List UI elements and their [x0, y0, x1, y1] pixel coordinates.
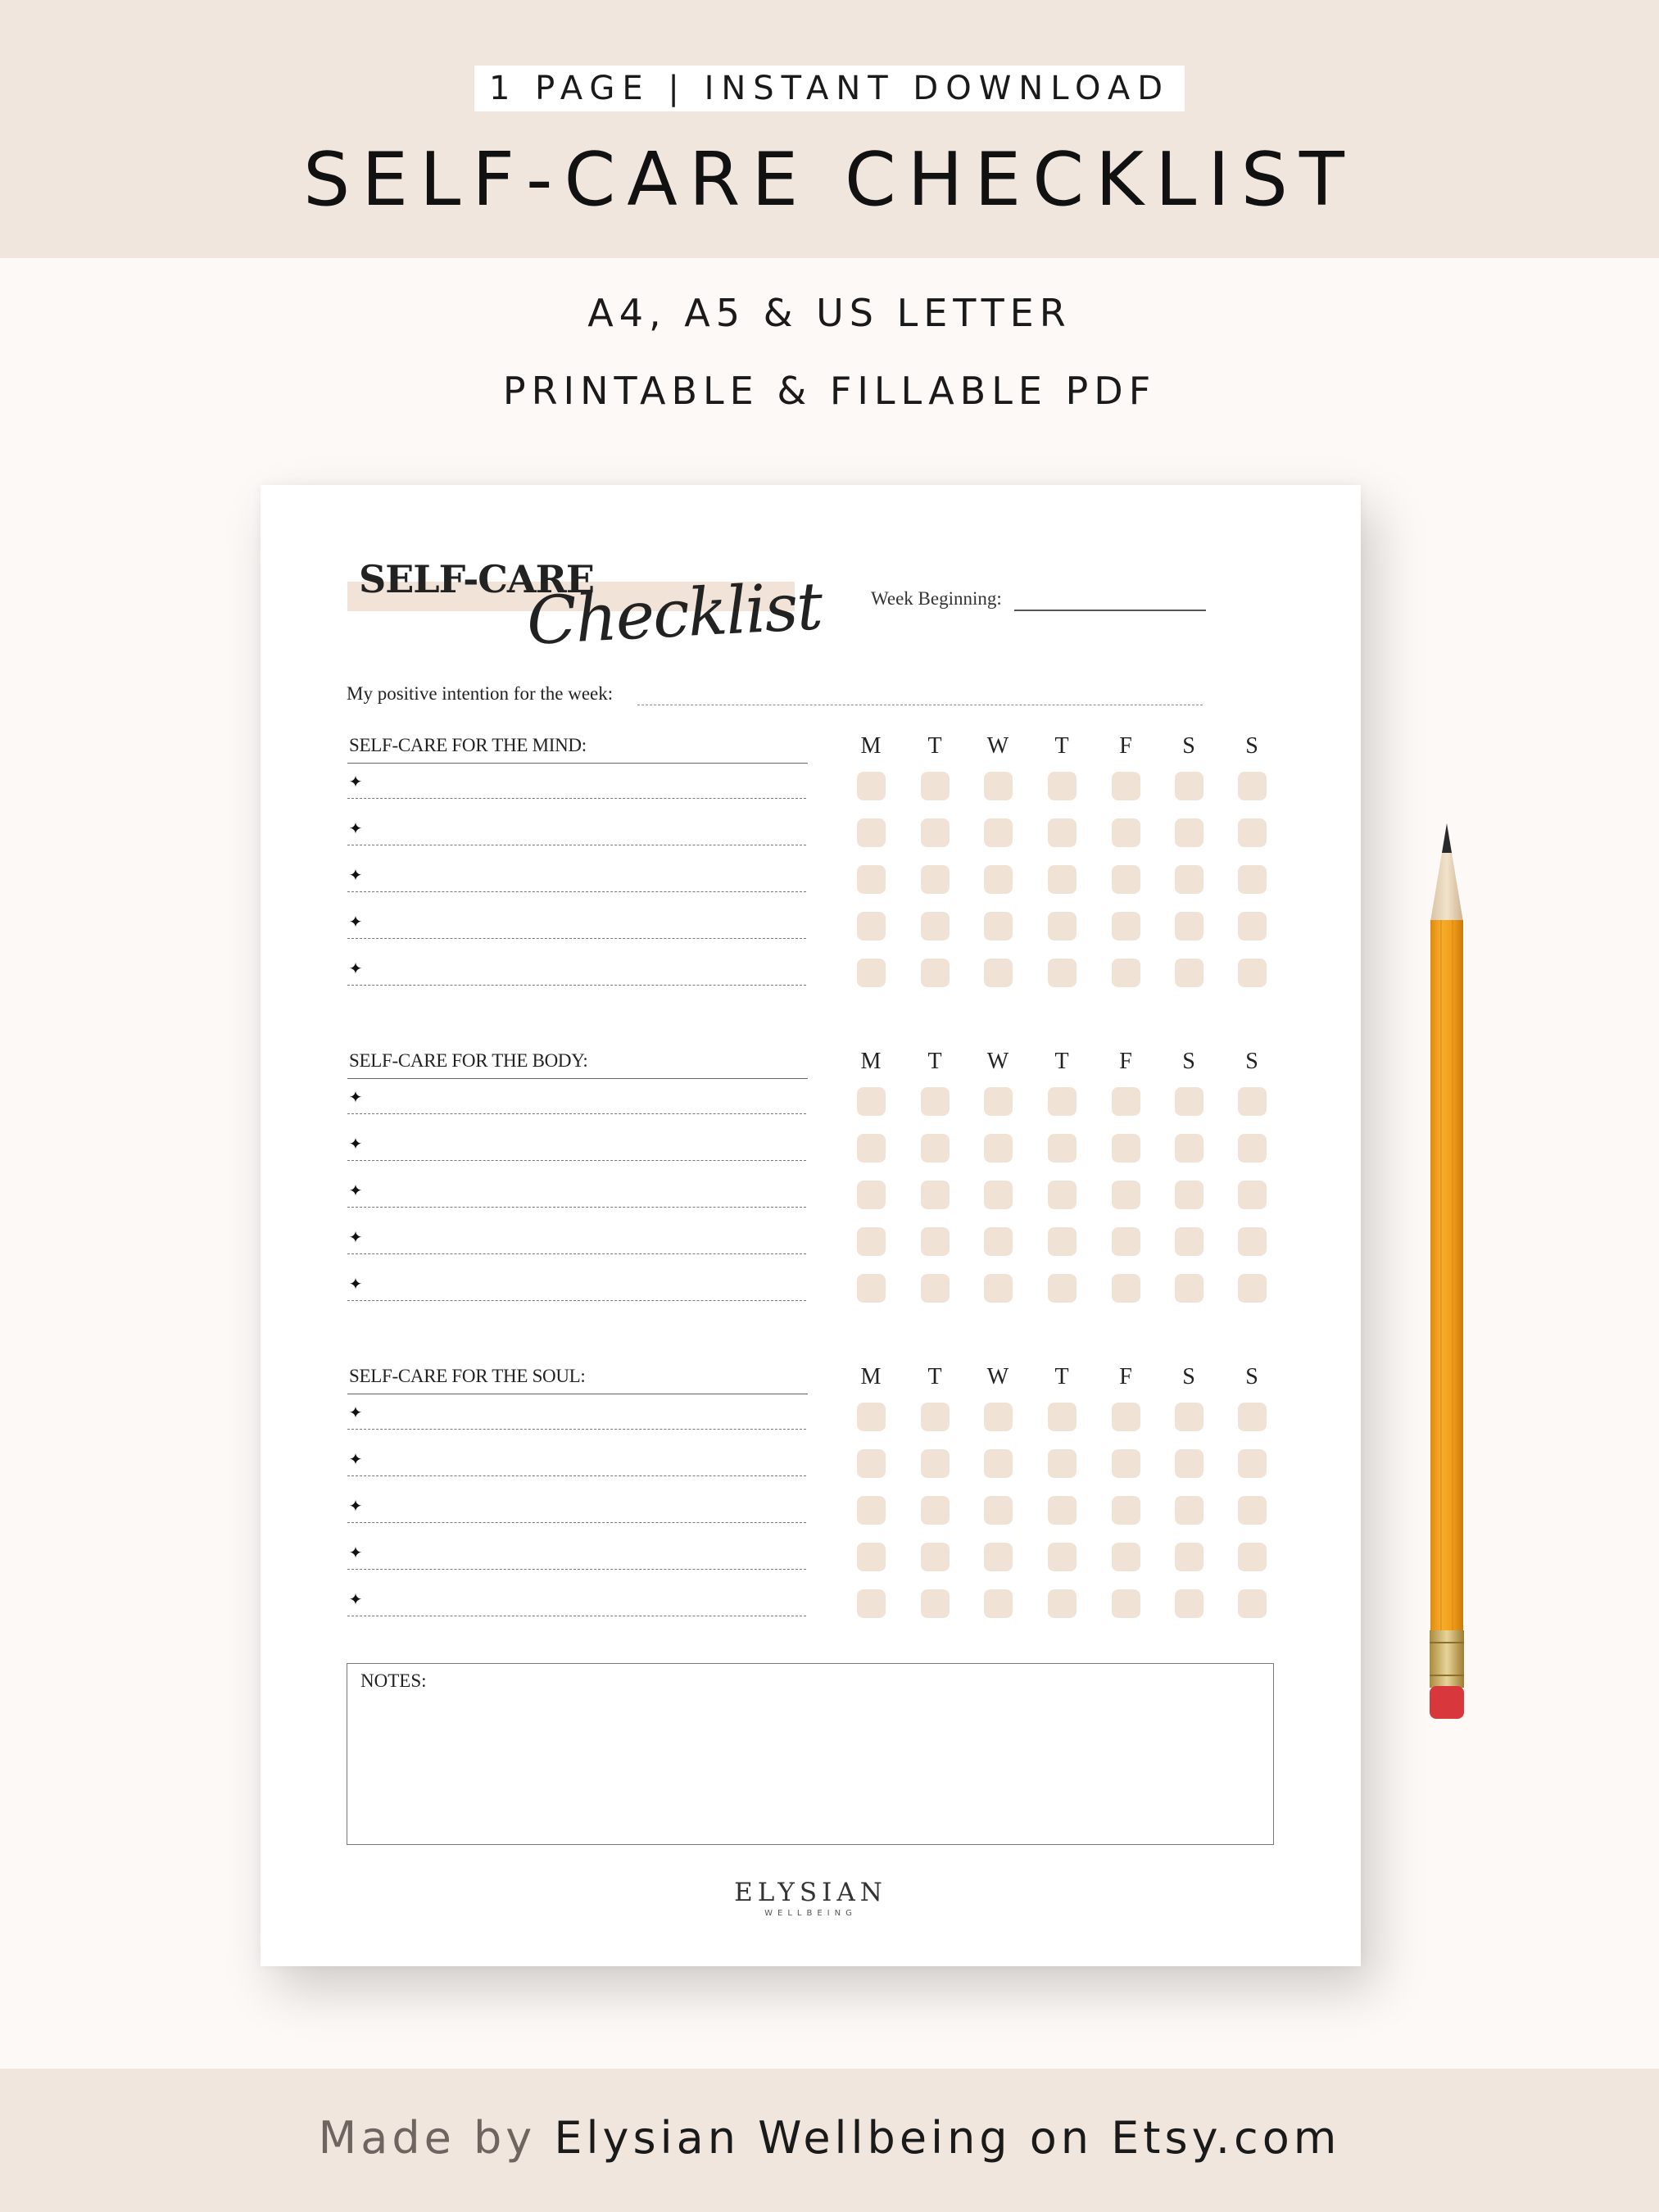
- day-checkbox[interactable]: [1112, 1496, 1140, 1525]
- section-underline: [347, 1078, 808, 1079]
- day-checkbox[interactable]: [1112, 865, 1140, 894]
- sparkle-star-icon: ✦: [348, 1543, 363, 1562]
- day-checkbox[interactable]: [921, 1403, 950, 1431]
- notes-box[interactable]: [347, 1663, 1274, 1845]
- sparkle-star-icon: ✦: [348, 772, 363, 791]
- day-checkbox[interactable]: [1112, 959, 1140, 987]
- day-checkbox[interactable]: [857, 772, 886, 800]
- pencil-illustration: [1426, 823, 1468, 1733]
- day-checkbox[interactable]: [1238, 912, 1267, 941]
- footer-credit: [0, 2110, 1659, 2167]
- sparkle-star-icon: ✦: [348, 865, 363, 885]
- day-checkbox[interactable]: [1238, 1087, 1267, 1116]
- habit-entry-line[interactable]: [347, 1475, 806, 1476]
- day-header: S: [1182, 1049, 1195, 1074]
- day-checkbox[interactable]: [1238, 818, 1267, 847]
- day-checkbox[interactable]: [1175, 865, 1203, 894]
- checklist-section: [261, 735, 1361, 1005]
- day-checkbox[interactable]: [1112, 1227, 1140, 1256]
- day-checkbox[interactable]: [1112, 818, 1140, 847]
- day-header: T: [927, 1049, 942, 1074]
- day-checkbox[interactable]: [984, 1181, 1013, 1209]
- day-checkbox[interactable]: [921, 912, 950, 941]
- habit-entry-line[interactable]: [347, 1429, 806, 1430]
- day-checkbox[interactable]: [984, 818, 1013, 847]
- day-checkbox[interactable]: [921, 865, 950, 894]
- day-checkbox[interactable]: [1112, 912, 1140, 941]
- checklist-sheet: [261, 485, 1361, 1966]
- day-checkbox[interactable]: [984, 1403, 1013, 1431]
- sparkle-star-icon: ✦: [348, 1227, 363, 1247]
- day-checkbox[interactable]: [1112, 1403, 1140, 1431]
- day-checkbox[interactable]: [984, 1589, 1013, 1618]
- day-checkbox[interactable]: [921, 1227, 950, 1256]
- day-header: M: [860, 733, 882, 759]
- day-checkbox[interactable]: [1112, 772, 1140, 800]
- habit-entry-line[interactable]: [347, 938, 806, 939]
- sheet-script-title: Checklist: [524, 568, 823, 660]
- day-checkbox[interactable]: [1112, 1087, 1140, 1116]
- day-checkbox[interactable]: [984, 959, 1013, 987]
- day-checkbox[interactable]: [1048, 772, 1077, 800]
- day-checkbox[interactable]: [1175, 1496, 1203, 1525]
- habit-entry-line[interactable]: [347, 1207, 806, 1208]
- checklist-section: [261, 1050, 1361, 1321]
- day-checkbox[interactable]: [1048, 1274, 1077, 1303]
- day-checkbox[interactable]: [1048, 959, 1077, 987]
- day-checkbox[interactable]: [984, 912, 1013, 941]
- day-checkbox[interactable]: [921, 772, 950, 800]
- day-checkbox[interactable]: [1048, 912, 1077, 941]
- habit-entry-line[interactable]: [347, 1160, 806, 1161]
- sparkle-star-icon: ✦: [348, 959, 363, 978]
- day-checkbox[interactable]: [857, 1227, 886, 1256]
- day-checkbox[interactable]: [857, 818, 886, 847]
- day-checkbox[interactable]: [921, 1496, 950, 1525]
- day-checkbox[interactable]: [1048, 1449, 1077, 1478]
- day-header: T: [1054, 1364, 1069, 1389]
- intention-label: My positive intention for the week:: [347, 683, 614, 704]
- sparkle-star-icon: ✦: [348, 1134, 363, 1154]
- sheet-title: SELF-CARE: [359, 557, 594, 601]
- day-header: S: [1182, 1364, 1195, 1389]
- tagline-wrap: [0, 66, 1659, 111]
- day-checkbox[interactable]: [857, 1589, 886, 1618]
- sparkle-star-icon: ✦: [348, 1589, 363, 1609]
- day-checkbox[interactable]: [921, 1134, 950, 1163]
- day-checkbox[interactable]: [1175, 1274, 1203, 1303]
- tagline: 1 PAGE | INSTANT DOWNLOAD: [474, 66, 1185, 111]
- day-checkbox[interactable]: [1048, 1087, 1077, 1116]
- day-checkbox[interactable]: [984, 865, 1013, 894]
- day-checkbox[interactable]: [1238, 1543, 1267, 1571]
- day-checkbox[interactable]: [984, 772, 1013, 800]
- day-checkbox[interactable]: [1175, 1181, 1203, 1209]
- habit-entry-line[interactable]: [347, 1522, 806, 1523]
- sparkle-star-icon: ✦: [348, 1496, 363, 1516]
- day-checkbox[interactable]: [1112, 1543, 1140, 1571]
- footer-shop: Elysian Wellbeing on Etsy.com: [554, 2112, 1341, 2164]
- day-checkbox[interactable]: [984, 1496, 1013, 1525]
- section-label: SELF-CARE FOR THE SOUL:: [349, 1366, 586, 1386]
- day-header: S: [1245, 1049, 1258, 1074]
- day-checkbox[interactable]: [984, 1543, 1013, 1571]
- day-checkbox[interactable]: [1048, 1589, 1077, 1618]
- day-checkbox[interactable]: [921, 959, 950, 987]
- habit-entry-line[interactable]: [347, 891, 806, 892]
- brand-logo: [261, 1878, 1361, 1918]
- day-checkbox[interactable]: [1175, 1449, 1203, 1478]
- day-checkbox[interactable]: [857, 1403, 886, 1431]
- day-checkbox[interactable]: [921, 818, 950, 847]
- day-checkbox[interactable]: [1112, 1181, 1140, 1209]
- day-checkbox[interactable]: [1238, 959, 1267, 987]
- day-checkbox[interactable]: [1175, 818, 1203, 847]
- day-checkbox[interactable]: [1238, 1227, 1267, 1256]
- day-checkbox[interactable]: [921, 1181, 950, 1209]
- checklist-section: [261, 1366, 1361, 1636]
- day-checkbox[interactable]: [1048, 818, 1077, 847]
- day-header: F: [1119, 1049, 1132, 1074]
- day-checkbox[interactable]: [1175, 1403, 1203, 1431]
- day-checkbox[interactable]: [1048, 1403, 1077, 1431]
- subtitle-sizes: A4, A5 & US LETTER: [587, 291, 1072, 335]
- day-checkbox[interactable]: [857, 959, 886, 987]
- day-header: F: [1119, 733, 1132, 759]
- day-header: W: [986, 733, 1009, 759]
- day-header: T: [1054, 733, 1069, 759]
- day-checkbox[interactable]: [1175, 1227, 1203, 1256]
- day-checkbox[interactable]: [1238, 1181, 1267, 1209]
- habit-entry-line[interactable]: [347, 1253, 806, 1254]
- day-checkbox[interactable]: [1238, 1449, 1267, 1478]
- habit-entry-line[interactable]: [347, 1113, 806, 1114]
- sparkle-star-icon: ✦: [348, 1449, 363, 1469]
- day-checkbox[interactable]: [921, 1589, 950, 1618]
- day-checkbox[interactable]: [984, 1087, 1013, 1116]
- sparkle-star-icon: ✦: [348, 1087, 363, 1107]
- day-checkbox[interactable]: [1112, 1449, 1140, 1478]
- day-checkbox[interactable]: [921, 1274, 950, 1303]
- brand-sub: WELLBEING: [764, 1909, 857, 1918]
- day-checkbox[interactable]: [857, 1181, 886, 1209]
- day-checkbox[interactable]: [1048, 1181, 1077, 1209]
- day-checkbox[interactable]: [1238, 1589, 1267, 1618]
- day-header: S: [1245, 733, 1258, 759]
- week-beginning-field[interactable]: [1014, 610, 1206, 611]
- day-checkbox[interactable]: [1048, 1496, 1077, 1525]
- day-checkbox[interactable]: [984, 1449, 1013, 1478]
- day-checkbox[interactable]: [1175, 959, 1203, 987]
- day-header: T: [927, 1364, 942, 1389]
- day-header: T: [927, 733, 942, 759]
- sparkle-star-icon: ✦: [348, 818, 363, 838]
- main-title: SELF-CARE CHECKLIST: [303, 137, 1356, 223]
- day-checkbox[interactable]: [857, 912, 886, 941]
- day-header: T: [1054, 1049, 1069, 1074]
- habit-entry-line[interactable]: [347, 1300, 806, 1301]
- sparkle-star-icon: ✦: [348, 1274, 363, 1294]
- day-checkbox[interactable]: [921, 1449, 950, 1478]
- day-checkbox[interactable]: [1238, 865, 1267, 894]
- day-checkbox[interactable]: [1048, 1543, 1077, 1571]
- day-checkbox[interactable]: [1175, 772, 1203, 800]
- day-checkbox[interactable]: [857, 1543, 886, 1571]
- subtitle-format: PRINTABLE & FILLABLE PDF: [502, 369, 1157, 413]
- day-checkbox[interactable]: [1175, 1087, 1203, 1116]
- day-checkbox[interactable]: [1048, 1134, 1077, 1163]
- day-checkbox[interactable]: [921, 1087, 950, 1116]
- day-checkbox[interactable]: [1112, 1274, 1140, 1303]
- day-checkbox[interactable]: [857, 1496, 886, 1525]
- day-checkbox[interactable]: [984, 1274, 1013, 1303]
- day-header: M: [860, 1364, 882, 1389]
- day-checkbox[interactable]: [1112, 1134, 1140, 1163]
- section-label: SELF-CARE FOR THE MIND:: [349, 735, 587, 755]
- sparkle-star-icon: ✦: [348, 1181, 363, 1200]
- day-checkbox[interactable]: [1238, 1496, 1267, 1525]
- section-label: SELF-CARE FOR THE BODY:: [349, 1050, 588, 1071]
- sparkle-star-icon: ✦: [348, 1403, 363, 1422]
- day-checkbox[interactable]: [984, 1227, 1013, 1256]
- day-checkbox[interactable]: [1175, 912, 1203, 941]
- day-checkbox[interactable]: [1175, 1543, 1203, 1571]
- day-checkbox[interactable]: [857, 865, 886, 894]
- day-checkbox[interactable]: [857, 1274, 886, 1303]
- day-checkbox[interactable]: [1175, 1134, 1203, 1163]
- day-checkbox[interactable]: [1238, 772, 1267, 800]
- footer-prefix: Made by: [318, 2112, 537, 2164]
- day-checkbox[interactable]: [857, 1087, 886, 1116]
- day-checkbox[interactable]: [1048, 1227, 1077, 1256]
- day-header: W: [986, 1049, 1009, 1074]
- day-header: F: [1119, 1364, 1132, 1389]
- day-checkbox[interactable]: [857, 1134, 886, 1163]
- habit-entry-line[interactable]: [347, 985, 806, 986]
- day-checkbox[interactable]: [857, 1449, 886, 1478]
- day-checkbox[interactable]: [921, 1543, 950, 1571]
- notes-label: NOTES:: [360, 1670, 427, 1691]
- day-checkbox[interactable]: [1238, 1403, 1267, 1431]
- day-checkbox[interactable]: [1238, 1274, 1267, 1303]
- brand-name: ELYSIAN: [734, 1878, 887, 1907]
- habit-entry-line[interactable]: [347, 1569, 806, 1570]
- day-header: W: [986, 1364, 1009, 1389]
- habit-entry-line[interactable]: [347, 798, 806, 799]
- day-checkbox[interactable]: [1238, 1134, 1267, 1163]
- section-underline: [347, 763, 808, 764]
- day-checkbox[interactable]: [1175, 1589, 1203, 1618]
- day-header: S: [1182, 733, 1195, 759]
- week-beginning-label: Week Beginning:: [871, 588, 1002, 609]
- day-header: S: [1245, 1364, 1258, 1389]
- day-header: M: [860, 1049, 882, 1074]
- day-checkbox[interactable]: [1048, 865, 1077, 894]
- sparkle-star-icon: ✦: [348, 912, 363, 931]
- day-checkbox[interactable]: [984, 1134, 1013, 1163]
- day-checkbox[interactable]: [1112, 1589, 1140, 1618]
